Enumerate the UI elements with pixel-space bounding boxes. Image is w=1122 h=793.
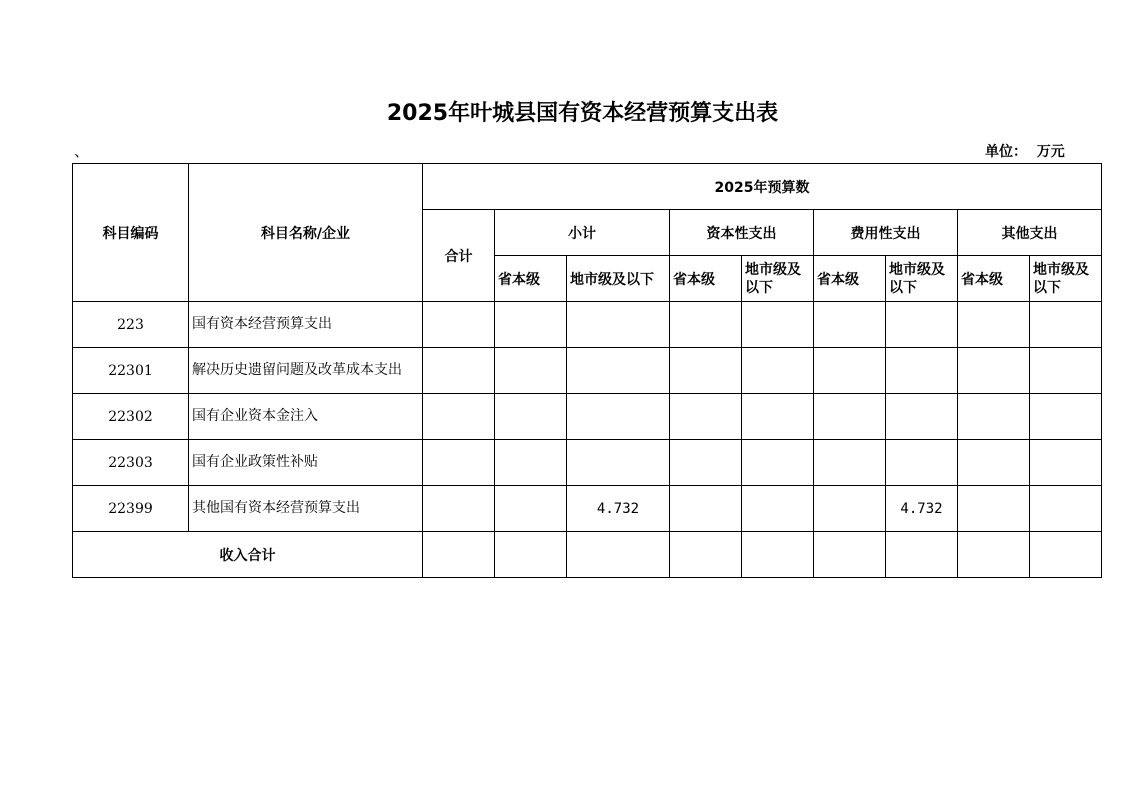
- header-budget: 2025年预算数: [423, 164, 1102, 210]
- row-value-cell: [670, 440, 742, 486]
- row-code: 22399: [73, 486, 189, 532]
- row-value-cell: [567, 394, 670, 440]
- header-other-provincial: 省本级: [958, 256, 1030, 302]
- total-value-cell: [670, 532, 742, 578]
- row-value-cell: [886, 348, 958, 394]
- row-name: 国有资本经营预算支出: [189, 302, 423, 348]
- row-value-cell: [1030, 348, 1102, 394]
- row-value-cell: [423, 302, 495, 348]
- row-value-cell: [670, 394, 742, 440]
- row-value-cell: [742, 440, 814, 486]
- row-value-cell: [958, 302, 1030, 348]
- row-value-cell: [670, 302, 742, 348]
- row-value-cell: [423, 348, 495, 394]
- punctuation-mark: 、: [74, 142, 90, 160]
- row-name: 国有企业政策性补贴: [189, 440, 423, 486]
- header-code: 科目编码: [73, 164, 189, 302]
- header-subtotal-city: 地市级及以下: [567, 256, 670, 302]
- row-value-cell: [495, 302, 567, 348]
- header-subtotal: 小计: [495, 210, 670, 256]
- header-other: 其他支出: [958, 210, 1102, 256]
- row-value-cell: [670, 486, 742, 532]
- row-value-cell: [1030, 394, 1102, 440]
- row-value-cell: [814, 348, 886, 394]
- row-value-cell: 4.732: [567, 486, 670, 532]
- table-row: [73, 302, 1102, 348]
- budget-table: [72, 163, 1102, 578]
- row-value-cell: [1030, 440, 1102, 486]
- row-value-cell: [886, 302, 958, 348]
- header-subtotal-provincial: 省本级: [495, 256, 567, 302]
- row-value-cell: [814, 302, 886, 348]
- row-value-cell: [1030, 486, 1102, 532]
- row-value-cell: [958, 486, 1030, 532]
- row-value-cell: [742, 348, 814, 394]
- header-capital: 资本性支出: [670, 210, 814, 256]
- row-code: 22301: [73, 348, 189, 394]
- row-value-cell: [958, 394, 1030, 440]
- row-value-cell: [567, 440, 670, 486]
- row-code: 22303: [73, 440, 189, 486]
- header-capital-provincial: 省本级: [670, 256, 742, 302]
- page-title: 2025年叶城县国有资本经营预算支出表: [386, 101, 779, 126]
- row-value-cell: [886, 394, 958, 440]
- row-value-cell: [742, 394, 814, 440]
- header-capital-city: 地市级及以下: [742, 256, 814, 302]
- table-body: [73, 164, 1102, 578]
- header-other-city: 地市级及以下: [1030, 256, 1102, 302]
- row-value-cell: [423, 486, 495, 532]
- table-row: [73, 394, 1102, 440]
- row-value-cell: [814, 440, 886, 486]
- row-value-cell: [814, 486, 886, 532]
- header-expense: 费用性支出: [814, 210, 958, 256]
- total-value-cell: [958, 532, 1030, 578]
- unit-label: 单位： 万元: [985, 144, 1065, 160]
- row-value-cell: [495, 348, 567, 394]
- total-value-cell: [567, 532, 670, 578]
- row-value-cell: [423, 394, 495, 440]
- table-row: [73, 486, 1102, 532]
- row-value-cell: [1030, 302, 1102, 348]
- total-row: [73, 532, 1102, 578]
- row-name: 其他国有资本经营预算支出: [189, 486, 423, 532]
- header-row-1: [73, 164, 1102, 210]
- row-value-cell: [886, 440, 958, 486]
- table-row: [73, 348, 1102, 394]
- total-value-cell: [742, 532, 814, 578]
- row-code: 22302: [73, 394, 189, 440]
- row-code: 223: [73, 302, 189, 348]
- row-value-cell: [495, 440, 567, 486]
- row-value-cell: [423, 440, 495, 486]
- total-value-cell: [495, 532, 567, 578]
- row-value-cell: [742, 486, 814, 532]
- header-name: 科目名称/企业: [189, 164, 423, 302]
- row-name: 解决历史遗留问题及改革成本支出: [189, 348, 423, 394]
- total-value-cell: [886, 532, 958, 578]
- row-value-cell: [495, 486, 567, 532]
- row-value-cell: [567, 302, 670, 348]
- total-value-cell: [423, 532, 495, 578]
- row-value-cell: [495, 394, 567, 440]
- row-value-cell: [567, 348, 670, 394]
- header-total: 合计: [423, 210, 495, 302]
- total-value-cell: [814, 532, 886, 578]
- row-value-cell: [958, 440, 1030, 486]
- header-expense-city: 地市级及以下: [886, 256, 958, 302]
- row-name: 国有企业资本金注入: [189, 394, 423, 440]
- header-expense-provincial: 省本级: [814, 256, 886, 302]
- row-value-cell: [670, 348, 742, 394]
- row-value-cell: [958, 348, 1030, 394]
- row-value-cell: 4.732: [886, 486, 958, 532]
- total-label: 收入合计: [73, 532, 423, 578]
- row-value-cell: [814, 394, 886, 440]
- row-value-cell: [742, 302, 814, 348]
- table-row: [73, 440, 1102, 486]
- total-value-cell: [1030, 532, 1102, 578]
